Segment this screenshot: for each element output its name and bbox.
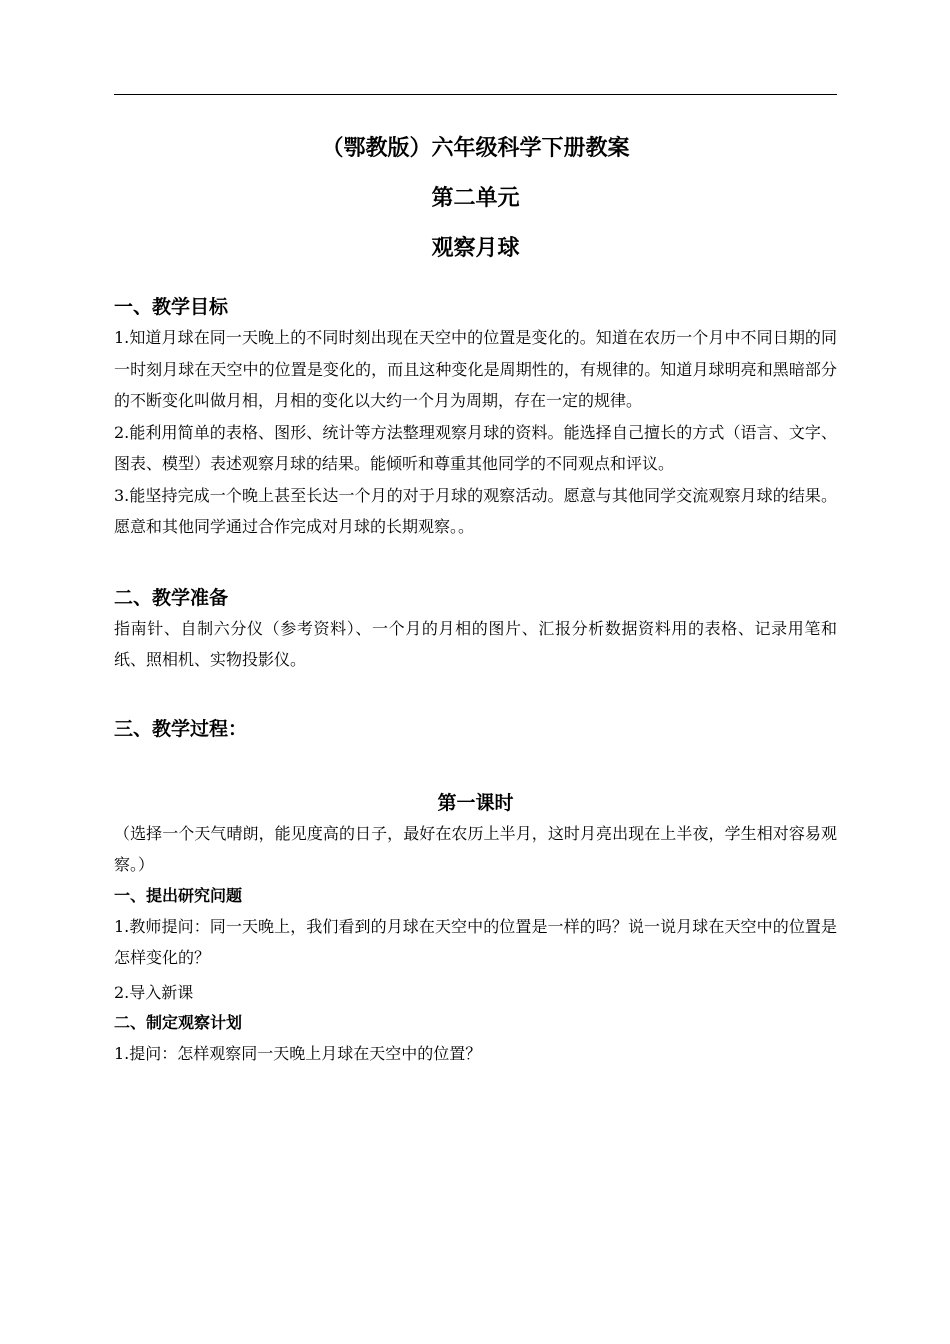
lesson1-note: （选择一个天气晴朗，能见度高的日子，最好在农历上半月，这时月亮出现在上半夜，学生相对容易观察。）: [114, 823, 837, 874]
goal-item-3: 3.能坚持完成一个晚上甚至长达一个月的对于月球的观察活动。愿意与其他同学交流观察月球的结果。愿意和其他同学通过合作完成对月球的长期观察。。: [114, 485, 837, 536]
goal-item-2: 2.能利用简单的表格、图形、统计等方法整理观察月球的资料。能选择自己擅长的方式（语言、文字、图表、模型）表述观察月球的结果。能倾听和尊重其他同学的不同观点和评议。: [114, 422, 837, 473]
step2-item-1: 1.提问：怎样观察同一天晚上月球在天空中的位置？: [114, 1043, 482, 1063]
unit-title: 第二单元: [431, 186, 520, 211]
prep-text: 指南针、自制六分仪（参考资料）、一个月的月相的图片、汇报分析数据资料用的表格、记录用笔和纸、照相机、实物投影仪。: [114, 618, 837, 669]
step1-heading: 一、提出研究问题: [114, 885, 243, 905]
prep-heading: 二、教学准备: [114, 586, 229, 609]
step2-heading: 二、制定观察计划: [114, 1012, 243, 1032]
document-body: [114, 128, 837, 1069]
document-title: （鄂教版）六年级科学下册教案: [321, 136, 630, 161]
document-page: [114, 0, 837, 1344]
lesson-title: 观察月球: [431, 236, 520, 261]
lesson1-heading: 第一课时: [437, 791, 514, 814]
goal-item-1: 1.知道月球在同一天晚上的不同时刻出现在天空中的位置是变化的。知道在农历一个月中不同日期的同一时刻月球在天空中的位置是变化的，而且这种变化是周期性的，有规律的。知道月球明亮和黑暗部分的不断变化叫做月相，月相的变化以大约一个月为周期，存在一定的规律。: [114, 328, 837, 410]
process-heading: 三、教学过程：: [114, 717, 248, 740]
header-rule: [114, 94, 837, 95]
step1-item-2: 2.导入新课: [114, 982, 194, 1002]
goals-heading: 一、教学目标: [114, 296, 229, 318]
step1-item-1: 1.教师提问：同一天晚上，我们看到的月球在天空中的位置是一样的吗？说一说月球在天空中的位置是怎样变化的？: [114, 916, 837, 967]
